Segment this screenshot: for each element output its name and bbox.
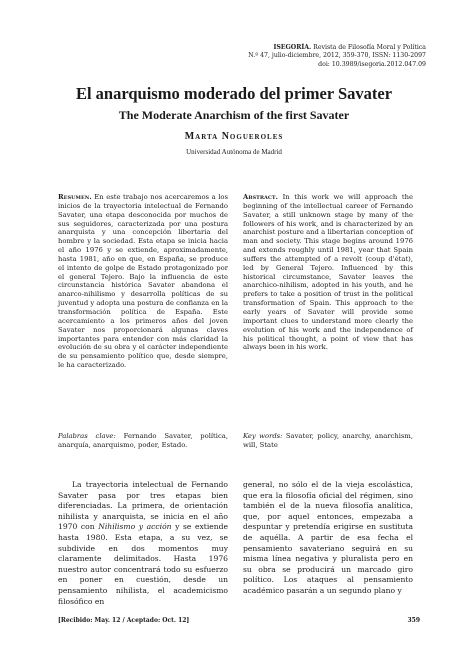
journal-name: ISEGORÍA. [273,44,312,51]
body-column-right [243,480,413,597]
keywords-en-label: Key words: [243,432,283,440]
journal-line-1 [196,44,426,52]
keywords-es-label: Palabras clave: [58,432,116,440]
received-accepted-dates: [Recibido: May. 12 / Aceptado: Oct. 12] [58,617,190,624]
journal-doi: doi: 10.3989/isegoria.2012.047.09 [318,60,426,68]
keywords-spanish [58,432,228,450]
body-text: La trayectoria intelectual de Fernando Savater pasa por tres etapas bien diferenciadas. La primera, de orientación nihilista y anarquista, se inicia en el año 1970 con [58,480,228,532]
body-column-left [58,480,228,607]
paper-subtitle: The Moderate Anarchism of the first Savater [118,108,350,122]
abstract-en-label: Abstract. [243,193,278,201]
body-paragraph: general, no sólo el de la vieja escolástica, que era la filosofía oficial del régimen, sino también el de la nueva filosofía analítica, que, por aquel entonces, empezaba a despuntar y pretendía erigirse en sustituta de aquélla. A partir de esa fecha el pensamiento savateriano seguirá en su misma línea negativa y pluralista pero en su obra se producirá un marcado giro político. Los ataques al pensamiento académico pasarán a un segundo plano y [243,480,413,595]
body-text: y se extiende hasta 1980. Esta etapa, a su vez, se subdivide en dos momentos muy claramente delimitados. Hasta 1976 nuestro autor concentrará todo su esfuerzo en poner en cuestión, desde un pensamiento nihilista, el academicismo filosófico en [58,522,229,606]
keywords-english [243,432,413,450]
abstract-es-label: Resumen. [58,193,92,201]
paper-title: El anarquismo moderado del primer Savater [75,84,393,103]
journal-header [196,44,426,69]
abstract-en-text: In this work we will approach the beginning of the intellectual career of Fernando Savater, a still unknown stage by many of the followers of his work, and is characterized by an anarchist posture and a libertarian conception of man and society. This stage begins around 1976 and extends roughly until 1981, year that Spain suffers the attempted of a revolt (coup d'état), led by General Tejero. Influenced by this historical circumstance, Savater leaves the anarchico-nihilism, adopted in his youth, and he prefers to take a position of trust in the political transformation of Spain. This approach to the early years of Savater will provide some important clues to understand more clearly the evolution of his work and the independence of his political thought, a point of view that has always been in his work. [243,193,413,352]
abstract-english [243,193,413,352]
keywords-en-text: Savater, policy, anarchy, anarchism, will, State [243,432,413,449]
journal-issue: N.º 47, julio-diciembre, 2012, 359-370, ISSN: 1130-2097 [248,52,426,60]
page-number: 359 [407,617,420,624]
journal-subtitle: Revista de Filosofía Moral y Política [311,44,426,51]
abstract-es-text: En este trabajo nos acercaremos a los inicios de la trayectoria intelectual de Fernando Savater, una etapa desconocida por muchos de sus seguidores, caracterizada por una postura anarquista y una concepción libertaria del hombre y la sociedad. Esta etapa se inicia hacia el año 1976 y se extiende, aproximadamente, hasta 1981, año en que, en España, se produce el intento de golpe de Estado protagonizado por el general Tejero. Bajo la influencia de este circunstancia histórica Savater abandona el anarco-nihilismo y desarrolla políticas de su juventud y adopta una postura de confianza en la transformación política de España. Este acercamiento a los primeros años del joven Savater nos proporcionará algunas claves importantes para entender con más claridad la evolución de su obra y el carácter independiente de su pensamiento político que, desde siempre, le ha caracterizado. [58,193,228,370]
author-name: Marta Nogueroles [184,131,284,142]
keywords-es-text: Fernando Savater, política, anarquía, anarquismo, poder, Estado. [58,432,228,449]
abstract-spanish [58,193,228,370]
body-paragraph [58,480,228,607]
author-affiliation: Universidad Autónoma de Madrid [186,148,282,156]
book-title: Nihilismo y acción [98,522,172,532]
